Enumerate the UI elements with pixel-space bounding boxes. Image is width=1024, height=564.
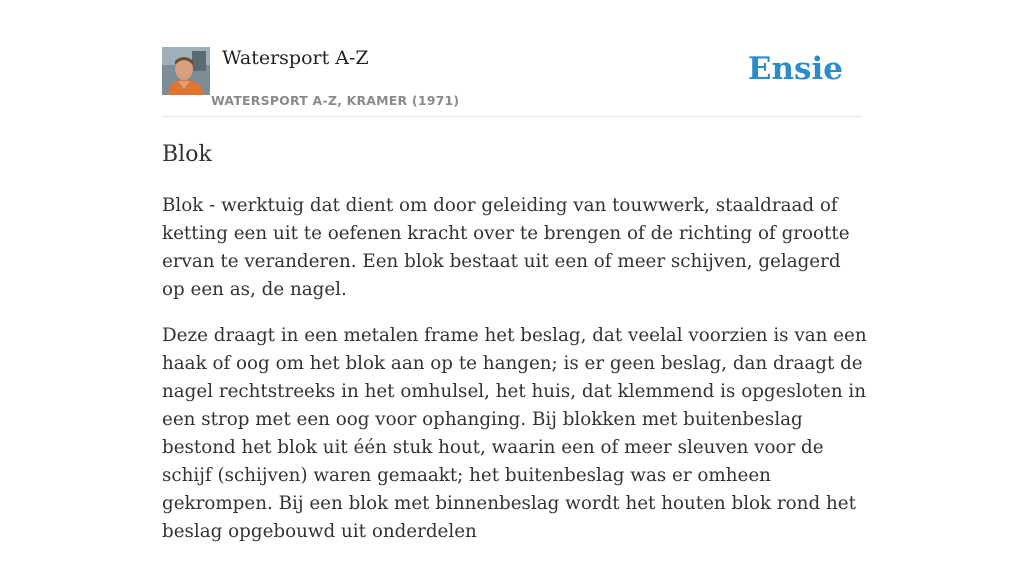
article-body xyxy=(162,192,868,564)
source-subtitle[interactable]: WATERSPORT A-Z, KRAMER (1971) xyxy=(211,93,460,108)
article-paragraph: Blok - werktuig dat dient om door geleiding van touwwerk, staaldraad of ketting een uit te oefenen kracht over te brengen of de richting of grootte ervan te veranderen. Een blok bestaat uit een of meer schijven, gelagerd op een as, de nagel. xyxy=(162,195,850,300)
header xyxy=(162,46,862,117)
ensie-logo[interactable]: Ensie xyxy=(747,51,843,87)
article-title: Blok xyxy=(162,142,212,167)
avatar-image xyxy=(162,47,210,95)
article-paragraph: Deze draagt in een metalen frame het beslag, dat veelal voorzien is van een haak of oog om het blok aan op te hangen; is er geen beslag, dan draagt de nagel rechtstreeks in het omhulsel, het huis, dat klemmend is opgesloten in een strop met een oog voor ophanging. Bij blokken met buitenbeslag bestond het blok uit één stuk hout, waarin een of meer sleuven voor de schijf (schijven) waren gemaakt; het buitenbeslag was er omheen gekrompen. Bij een blok met binnenbeslag wordt het houten blok rond het beslag opgebouwd uit onderdelen xyxy=(162,325,867,542)
source-title[interactable]: Watersport A-Z xyxy=(222,47,369,69)
avatar[interactable] xyxy=(162,47,210,95)
